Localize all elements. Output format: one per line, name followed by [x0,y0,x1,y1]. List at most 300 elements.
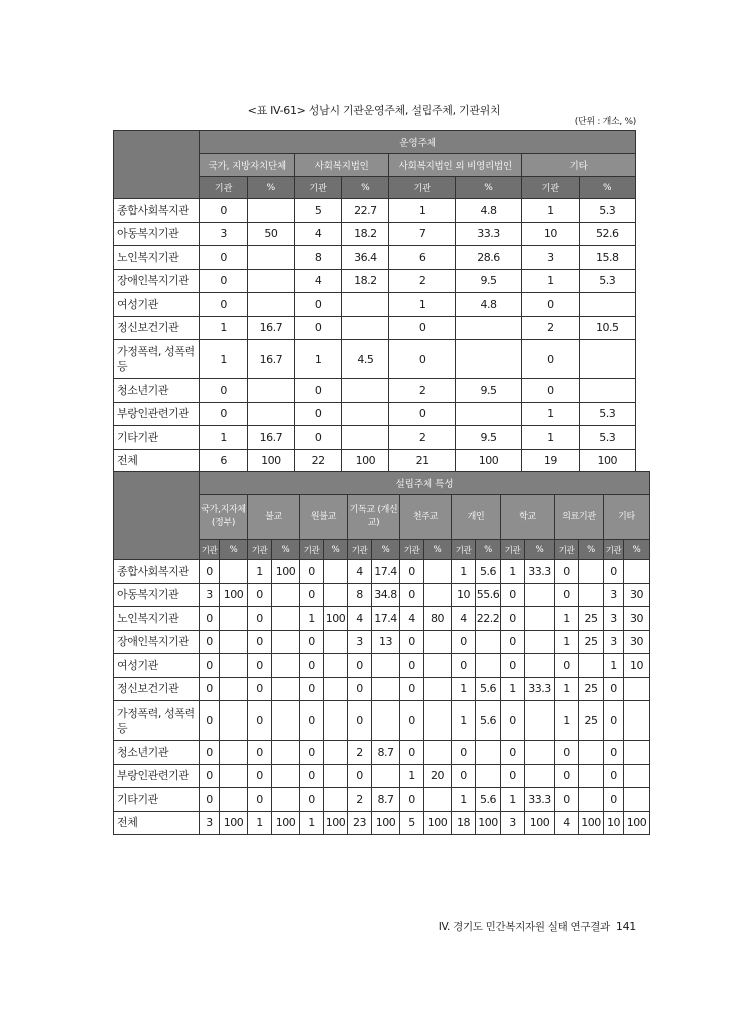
sub-header: 기관 [248,540,272,560]
table-cell: 0 [200,764,220,788]
table-cell: 0 [604,701,624,741]
table-cell: 1 [400,764,424,788]
table-cell: 0 [200,607,220,631]
table-row [114,426,636,450]
table-cell: 21 [389,449,455,473]
table-cell: 0 [501,764,525,788]
table-cell [624,788,650,812]
table-cell: 0 [501,630,525,654]
table-cell: 25 [579,607,604,631]
row-label: 노인복지기관 [114,607,200,631]
column-header: 기타 [522,154,636,177]
table-cell: 5.3 [579,402,636,426]
table-cell: 5.6 [476,677,501,701]
table-cell [476,654,501,678]
table-cell: 3 [604,583,624,607]
sub-header: % [455,177,521,199]
table-row [114,402,636,426]
table-cell: 9.5 [455,269,521,293]
row-label: 가정폭력, 성폭력 등 [114,340,200,379]
table-cell: 0 [400,701,424,741]
footer-chapter: IV. 경기도 민간복지자원 실태 연구결과 [438,921,610,933]
table-cell [324,701,348,741]
table-cell: 16.7 [247,340,294,379]
table-cell: 0 [200,677,220,701]
table-cell: 0 [555,741,579,765]
table-cell: 0 [522,379,579,403]
table-cell: 0 [348,677,372,701]
table-cell: 100 [272,560,300,584]
column-header: 학교 [501,495,555,540]
row-label: 청소년기관 [114,741,200,765]
table-cell: 0 [604,764,624,788]
table-cell: 25 [579,677,604,701]
table-cell: 5.3 [579,199,636,223]
table-cell [424,630,452,654]
table-cell: 100 [424,811,452,835]
table-cell: 0 [400,677,424,701]
table-cell [272,630,300,654]
table-cell: 0 [200,379,247,403]
table-cell [220,677,248,701]
sub-header: % [624,540,650,560]
table-cell: 1 [555,607,579,631]
sub-header: % [324,540,348,560]
table-cell: 4 [348,560,372,584]
header-corner [114,472,200,560]
table-cell: 2 [522,316,579,340]
table-cell: 0 [248,764,272,788]
table-cell: 10 [604,811,624,835]
row-label: 가정폭력, 성폭력 등 [114,701,200,741]
table-cell [272,654,300,678]
row-label: 청소년기관 [114,379,200,403]
column-header: 사회복지법인 외 비영리법인 [389,154,522,177]
table-cell: 0 [248,677,272,701]
table-cell: 0 [300,741,324,765]
table-cell: 0 [300,701,324,741]
sub-header: 기관 [389,177,455,199]
table-cell: 100 [342,449,389,473]
table-row [114,630,650,654]
table-cell: 0 [248,701,272,741]
table-cell: 100 [455,449,521,473]
table-cell [624,677,650,701]
row-label: 부랑인관련기관 [114,764,200,788]
row-label: 전체 [114,811,200,835]
table-cell: 0 [248,741,272,765]
table-cell: 52.6 [579,222,636,246]
table-cell: 5.6 [476,788,501,812]
table-cell: 80 [424,607,452,631]
table-cell [324,764,348,788]
table-cell: 1 [248,560,272,584]
table-cell: 1 [501,788,525,812]
table-cell [220,654,248,678]
table-cell: 18.2 [342,222,389,246]
table-cell [220,741,248,765]
table-cell: 0 [501,654,525,678]
sub-header: 기관 [452,540,476,560]
table-cell: 34.8 [372,583,400,607]
table-cell: 4 [294,269,341,293]
table-cell: 100 [220,583,248,607]
table-cell: 0 [389,316,455,340]
table-cell [272,607,300,631]
table-cell: 7 [389,222,455,246]
table-cell: 100 [624,811,650,835]
table-cell: 5 [294,199,341,223]
table-cell: 5.6 [476,701,501,741]
table-cell: 0 [248,607,272,631]
sub-header: 기관 [200,540,220,560]
table-cell: 0 [300,764,324,788]
table-cell: 0 [501,583,525,607]
row-label: 노인복지기관 [114,246,200,270]
table-title: <표 IV-61> 성남시 기관운영주체, 설립주체, 기관위치 [247,104,501,117]
table-cell: 0 [200,269,247,293]
column-header: 사회복지법인 [294,154,389,177]
table-cell [525,764,555,788]
sub-header: 기관 [501,540,525,560]
table-cell: 0 [294,293,341,317]
column-header: 기독교 (개신교) [348,495,400,540]
table-cell [324,677,348,701]
table-cell: 0 [400,583,424,607]
operating-entity-table [113,130,636,473]
table-cell: 100 [579,811,604,835]
table-cell: 8 [348,583,372,607]
table-cell: 5.3 [579,426,636,450]
row-label: 장애인복지기관 [114,630,200,654]
table-cell: 0 [452,654,476,678]
table-cell: 18.2 [342,269,389,293]
table-cell [579,654,604,678]
table-row [114,293,636,317]
table-cell [220,560,248,584]
table-cell: 8.7 [372,741,400,765]
table-cell [220,630,248,654]
column-header: 국가,지자체(정부) [200,495,248,540]
sub-header: 기관 [555,540,579,560]
table-row [114,560,650,584]
table-cell: 0 [400,788,424,812]
table-row [114,246,636,270]
table-cell [272,764,300,788]
table-cell [220,607,248,631]
sub-header: % [476,540,501,560]
table-cell [372,654,400,678]
table-cell: 0 [389,340,455,379]
table-cell [579,379,636,403]
table-cell: 0 [555,788,579,812]
table-cell [624,560,650,584]
table-cell: 3 [604,630,624,654]
table-cell: 1 [294,340,341,379]
table-cell: 4.5 [342,340,389,379]
table-cell: 3 [200,583,220,607]
table-cell [372,677,400,701]
table-cell [579,741,604,765]
table-row [114,583,650,607]
table-cell: 0 [200,560,220,584]
table-cell [579,764,604,788]
table-cell: 1 [200,426,247,450]
table-cell [424,654,452,678]
row-label: 정신보건기관 [114,316,200,340]
table-cell: 0 [501,607,525,631]
table-cell [455,402,521,426]
table-cell: 0 [348,654,372,678]
table-cell: 5 [400,811,424,835]
table-cell: 0 [452,764,476,788]
sub-header: % [220,540,248,560]
table-cell: 0 [200,630,220,654]
table-cell: 28.6 [455,246,521,270]
table-row [114,379,636,403]
table-cell: 22.7 [342,199,389,223]
column-header: 원불교 [300,495,348,540]
table-cell: 0 [555,654,579,678]
table-row [114,654,650,678]
table-cell: 0 [248,583,272,607]
table-cell: 1 [300,811,324,835]
table-cell [579,583,604,607]
table-cell [424,560,452,584]
table-cell: 0 [294,426,341,450]
table-row [114,449,636,473]
table-cell [342,402,389,426]
table-cell: 3 [522,246,579,270]
table-cell: 4 [348,607,372,631]
table-cell [579,293,636,317]
table-cell: 25 [579,630,604,654]
sub-header: % [342,177,389,199]
sub-header: 기관 [604,540,624,560]
table-cell: 4 [452,607,476,631]
table-row [114,340,636,379]
table-cell: 22 [294,449,341,473]
table-row [114,741,650,765]
column-header: 개인 [452,495,501,540]
table-cell: 2 [389,379,455,403]
table-cell [220,788,248,812]
table-cell: 3 [501,811,525,835]
table-cell: 0 [604,677,624,701]
table-cell: 36.4 [342,246,389,270]
table-cell [247,379,294,403]
table-cell: 30 [624,607,650,631]
table-cell [424,701,452,741]
table-cell: 8 [294,246,341,270]
row-label: 종합사회복지관 [114,560,200,584]
table-cell: 0 [248,654,272,678]
table-cell [525,701,555,741]
table-cell: 1 [452,560,476,584]
table-cell: 33.3 [525,788,555,812]
table-cell [247,402,294,426]
sub-header: % [372,540,400,560]
table-cell: 0 [522,340,579,379]
table-cell: 25 [579,701,604,741]
page-footer [380,919,636,934]
table-cell: 2 [348,741,372,765]
table-cell: 0 [294,316,341,340]
table-row [114,677,650,701]
table-cell: 1 [248,811,272,835]
table-cell [342,426,389,450]
table-cell [424,583,452,607]
table-cell: 0 [452,741,476,765]
table-cell: 0 [400,654,424,678]
table-cell: 0 [348,764,372,788]
row-label: 정신보건기관 [114,677,200,701]
table-cell: 16.7 [247,316,294,340]
table-cell: 100 [272,811,300,835]
table-cell: 0 [522,293,579,317]
table-cell: 4.8 [455,199,521,223]
table-row [114,269,636,293]
table-row [114,199,636,223]
table-cell [220,764,248,788]
table-cell [272,788,300,812]
table-cell: 23 [348,811,372,835]
table-cell: 100 [247,449,294,473]
table-cell: 0 [300,583,324,607]
table-cell [624,701,650,741]
table-cell: 0 [200,788,220,812]
table-cell [525,741,555,765]
table-cell: 1 [604,654,624,678]
table-cell [372,701,400,741]
table-cell [455,316,521,340]
table-cell: 33.3 [525,560,555,584]
table-cell: 0 [200,199,247,223]
table-row [114,811,650,835]
table-cell [247,269,294,293]
table-cell: 1 [300,607,324,631]
table-cell [247,293,294,317]
table-cell: 0 [200,293,247,317]
table-cell [324,654,348,678]
table-cell: 17.4 [372,607,400,631]
row-label: 부랑인관련기관 [114,402,200,426]
table-cell [220,701,248,741]
row-label: 아동복지기관 [114,583,200,607]
row-label: 장애인복지기관 [114,269,200,293]
table-cell: 30 [624,583,650,607]
column-header: 국가, 지방자치단체 [200,154,295,177]
table-cell: 0 [248,788,272,812]
table-cell: 0 [555,764,579,788]
table-cell: 3 [200,811,220,835]
table-cell: 1 [522,426,579,450]
table-cell: 100 [324,811,348,835]
table-cell [342,293,389,317]
table-cell: 1 [501,560,525,584]
table-cell: 0 [604,560,624,584]
table-cell: 10 [522,222,579,246]
table-cell [424,788,452,812]
table-cell: 20 [424,764,452,788]
table-cell [372,764,400,788]
table-cell [324,560,348,584]
table-cell: 4 [294,222,341,246]
founding-entity-table [113,471,650,835]
table-cell: 0 [200,741,220,765]
table-cell: 2 [389,269,455,293]
column-header: 천주교 [400,495,452,540]
table-cell: 0 [248,630,272,654]
table-cell: 10.5 [579,316,636,340]
unit-note: (단위 : 개소, %) [574,117,636,127]
sub-header: % [272,540,300,560]
table-cell [324,788,348,812]
table-cell: 4.8 [455,293,521,317]
table-cell: 0 [452,630,476,654]
table-cell: 0 [389,402,455,426]
table-cell: 0 [300,788,324,812]
table-cell: 9.5 [455,426,521,450]
table-cell: 33.3 [525,677,555,701]
sub-header: % [247,177,294,199]
table-cell [324,630,348,654]
sub-header: % [424,540,452,560]
row-label: 전체 [114,449,200,473]
table-cell: 8.7 [372,788,400,812]
table-cell [424,677,452,701]
table-cell: 19 [522,449,579,473]
column-header: 의료기관 [555,495,604,540]
sub-header: 기관 [400,540,424,560]
table-cell [272,701,300,741]
table-cell: 100 [220,811,248,835]
table-cell [624,741,650,765]
sub-header: % [525,540,555,560]
table-cell: 0 [400,560,424,584]
sub-header: 기관 [200,177,247,199]
table-cell [579,788,604,812]
table-cell: 0 [501,741,525,765]
table-cell: 100 [476,811,501,835]
table-cell: 1 [501,677,525,701]
table-cell: 1 [389,293,455,317]
table-row [114,316,636,340]
table-cell: 15.8 [579,246,636,270]
table-cell: 0 [294,379,341,403]
table-cell: 3 [348,630,372,654]
sub-header: 기관 [294,177,341,199]
table-cell: 0 [604,788,624,812]
table-cell [247,199,294,223]
table-cell: 5.6 [476,560,501,584]
table-cell: 0 [604,741,624,765]
column-header: 기타 [604,495,650,540]
table-cell: 0 [200,402,247,426]
table-row [114,701,650,741]
table-cell [525,583,555,607]
table-cell: 1 [522,269,579,293]
table-cell: 3 [200,222,247,246]
table-cell: 1 [555,677,579,701]
column-header: 불교 [248,495,300,540]
table-cell: 1 [522,199,579,223]
table-cell: 5.3 [579,269,636,293]
row-label: 종합사회복지관 [114,199,200,223]
sub-header: % [579,540,604,560]
group-header: 설립주체 특성 [200,472,650,495]
group-header: 운영주체 [200,131,636,154]
